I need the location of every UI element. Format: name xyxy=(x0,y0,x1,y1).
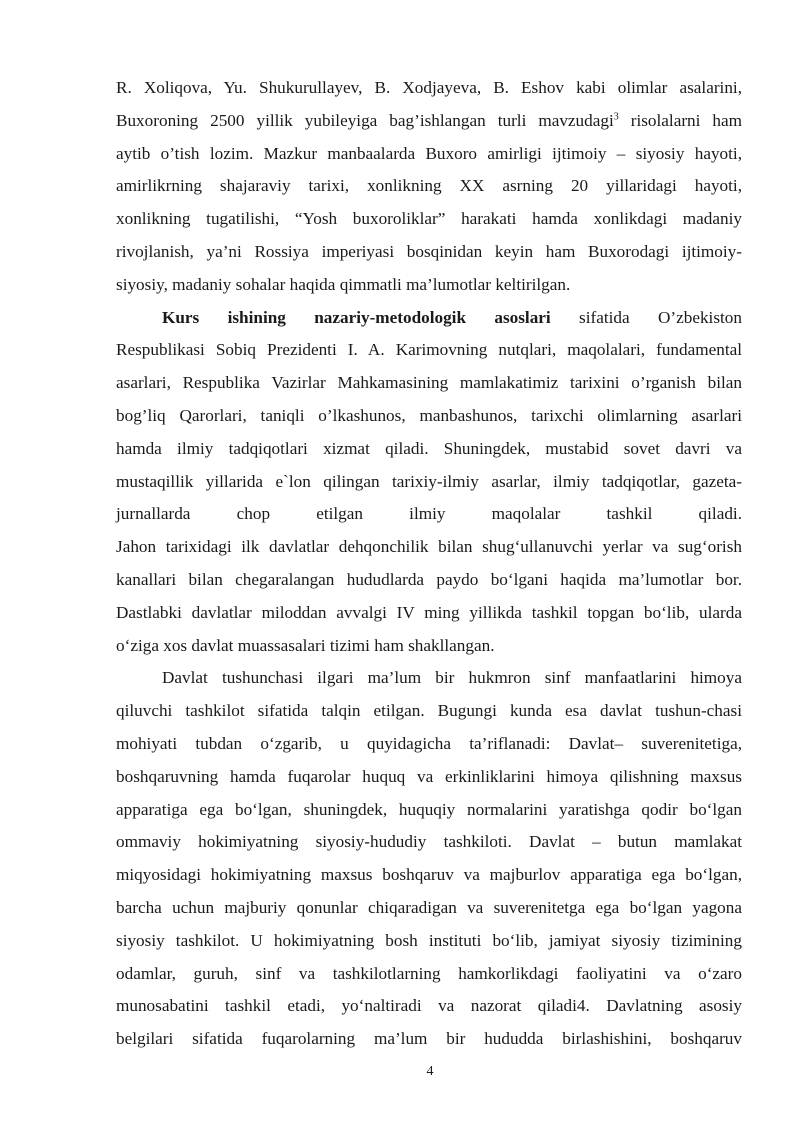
text-line-with-footnote xyxy=(116,105,742,138)
text-line: Davlat tushunchasi ilgari ma’lum bir hukmron sinf manfaatlarini himoya xyxy=(162,668,742,688)
text-segment: sifatida O’zbekiston xyxy=(550,307,742,327)
text-line: amirlikrning shajaraviy tarixi, xonlikning XX asrning 20 yillaridagi hayoti, xyxy=(116,176,742,196)
text-line: ommaviy hokimiyatning siyosiy-hududiy tashkiloti. Davlat – butun mamlakat xyxy=(116,832,742,852)
text-line: mohiyati tubdan o‘zgarib, u quyidagicha ta’riflanadi: Davlat– suverenitetiga, xyxy=(116,733,742,753)
footnote-reference[interactable]: 3 xyxy=(613,111,619,123)
paragraph-state-definition xyxy=(116,662,742,1056)
text-segment: risolalarni ham xyxy=(618,110,743,130)
text-line: miqyosidagi hokimiyatning maxsus boshqaruv va majburlov apparatiga ega bo‘lgan, xyxy=(116,865,742,885)
text-line: apparatiga ega bo‘lgan, shuningdek, huquqiy normalarini yaratishga qodir bo‘lgan xyxy=(116,799,742,819)
page-number: 4 xyxy=(426,1064,434,1079)
text-line: asarlari, Respublika Vazirlar Mahkamasining mamlakatimiz tarixini o’rganish bilan xyxy=(116,373,742,393)
text-line: belgilari sifatida fuqarolarning ma’lum bir hududda birlashishini, boshqaruv xyxy=(116,1029,742,1049)
bold-heading-text: Kurs ishining nazariy-metodologik asoslari xyxy=(162,307,551,327)
document-page xyxy=(116,72,742,1056)
text-line: o‘ziga xos davlat muassasalari tizimi ham shakllangan. xyxy=(116,635,495,655)
paragraph-sources xyxy=(116,72,742,302)
text-line-with-bold-lead xyxy=(116,302,742,335)
text-line: Jahon tarixidagi ilk davlatlar dehqonchilik bilan shug‘ullanuvchi yerlar va sug‘orish xyxy=(116,537,742,557)
text-line: R. Xoliqova, Yu. Shukurullayev, B. Xodjayeva, B. Eshov kabi olimlar asalarini, xyxy=(116,78,742,97)
text-line: siyosiy tashkilot. U hokimiyatning bosh instituti bo‘lib, jamiyat siyosiy tizimining xyxy=(116,930,742,950)
text-line: barcha uchun majburiy qonunlar chiqaradigan va suverenitetga ega bo‘lgan yagona xyxy=(116,897,742,917)
text-line: boshqaruvning hamda fuqarolar huquq va erkinliklarini himoya qilishning maxsus xyxy=(116,766,742,786)
text-line: hamda ilmiy tadqiqotlari xizmat qiladi. Shuningdek, mustabid sovet davri va xyxy=(116,438,742,458)
text-line: xonlikning tugatilishi, “Yosh buxoroliklar” harakati hamda xonlikdagi madaniy xyxy=(116,209,742,229)
text-line: munosabatini tashkil etadi, yo‘naltiradi va nazorat qiladi4. Davlatning asosiy xyxy=(116,996,742,1016)
text-line: kanallari bilan chegaralangan hududlarda paydo bo‘lgani haqida ma’lumotlar bor. xyxy=(116,569,742,589)
text-line: qiluvchi tashkilot sifatida talqin etilgan. Bugungi kunda esa davlat tushun-chasi xyxy=(116,701,742,721)
text-line: mustaqillik yillarida e`lon qilingan tarixiy-ilmiy asarlar, ilmiy tadqiqotlar, gazeta- xyxy=(116,471,742,491)
paragraph-methodology xyxy=(116,302,742,663)
text-segment: Buxoroning 2500 yillik yubileyiga bag’ishlangan turli mavzudagi xyxy=(116,110,614,130)
text-line: Dastlabki davlatlar miloddan avvalgi IV ming yillikda tashkil topgan bo‘lib, ularda xyxy=(116,602,742,622)
text-line: siyosiy, madaniy sohalar haqida qimmatli ma’lumotlar keltirilgan. xyxy=(116,274,571,294)
text-line: aytib o’tish lozim. Mazkur manbaalarda Buxoro amirligi ijtimoiy – siyosiy hayoti, xyxy=(116,143,742,163)
text-line: jurnallarda chop etilgan ilmiy maqolalar tashkil qiladi. xyxy=(116,504,742,524)
text-line: bog’liq Qarorlari, taniqli o’lkashunos, manbashunos, tarixchi olimlarning asarlari xyxy=(116,405,742,425)
text-line: rivojlanish, ya’ni Rossiya imperiyasi bosqinidan keyin ham Buxorodagi ijtimoiy- xyxy=(116,241,742,261)
text-line: Respublikasi Sobiq Prezidenti I. A. Karimovning nutqlari, maqolalari, fundamental xyxy=(116,340,742,360)
text-line: odamlar, guruh, sinf va tashkilotlarning hamkorlikdagi faoliyatini va o‘zaro xyxy=(116,963,742,983)
